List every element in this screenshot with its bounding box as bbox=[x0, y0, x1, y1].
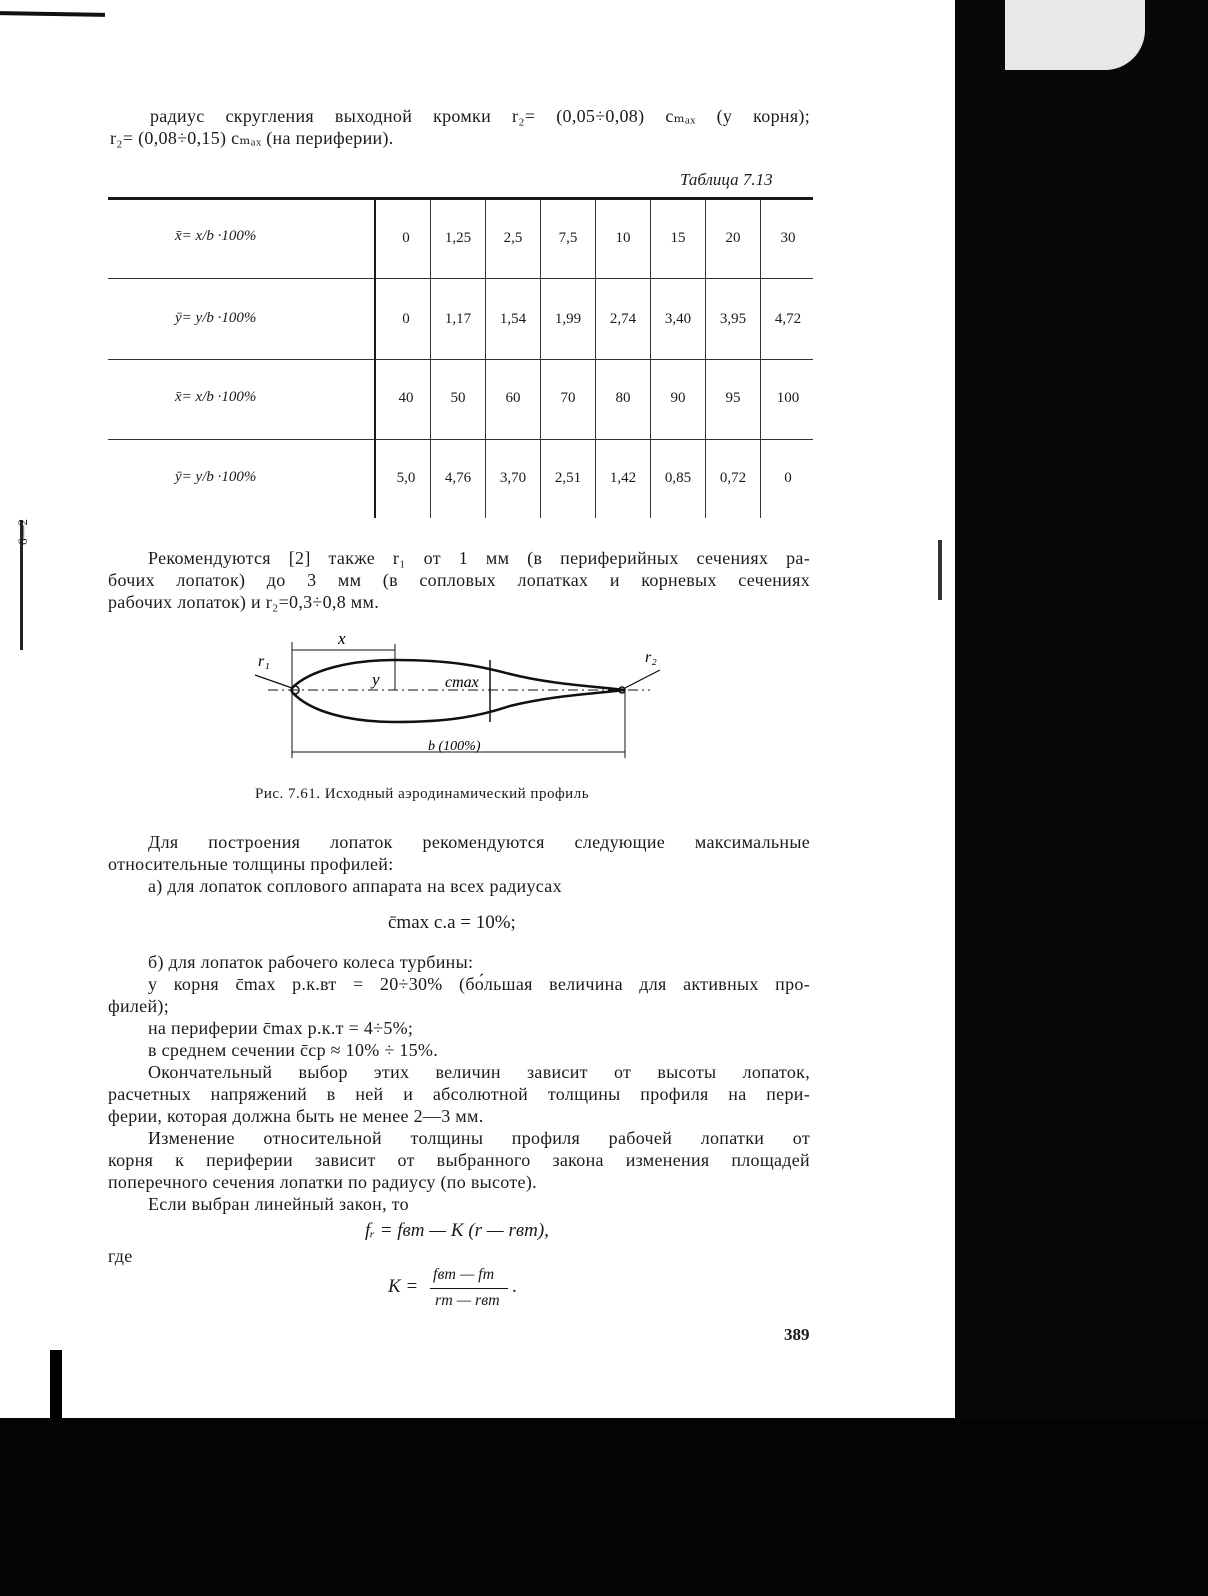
para-2-line-3: ферии, которая должна быть не менее 2—3 мм. bbox=[108, 1106, 484, 1126]
table-cell: 20 bbox=[725, 230, 741, 246]
table-cell: 0,85 bbox=[664, 470, 692, 486]
table-cell: 95 bbox=[725, 390, 741, 406]
recommend-line-3: рабочих лопаток) и r₂=0,3÷0,8 мм. bbox=[108, 592, 379, 612]
scan-dark-edge-bottom bbox=[0, 1418, 1208, 1596]
table-top-rule bbox=[108, 197, 813, 200]
table-row-divider bbox=[108, 278, 813, 279]
recommend-line-2: бочих лопаток) до 3 мм (в сопловых лопатках и корневых сечениях bbox=[108, 570, 810, 590]
table-cell: 50 bbox=[450, 390, 466, 406]
table-title: Таблица 7.13 bbox=[680, 170, 773, 189]
table-cell: 30 bbox=[780, 230, 796, 246]
item-b2: на периферии c̄max р.к.т = 4÷5%; bbox=[148, 1018, 414, 1038]
table-cell: 15 bbox=[670, 230, 686, 246]
table-cell: 1,25 bbox=[444, 230, 472, 246]
table-cell: 0 bbox=[402, 230, 410, 246]
r2-leader bbox=[625, 670, 660, 688]
table-cell: 40 bbox=[398, 390, 414, 406]
fraction-bar bbox=[430, 1288, 508, 1289]
table-cell: 100 bbox=[776, 390, 800, 406]
para-3-line-3: поперечного сечения лопатки по радиусу (по высоте). bbox=[108, 1172, 537, 1192]
table-cell: 2,5 bbox=[503, 230, 523, 246]
table-cell: 3,95 bbox=[719, 311, 747, 327]
para-1-line-2: относительные толщины профилей: bbox=[108, 854, 394, 874]
figure-label-r1: r₁ bbox=[258, 653, 270, 670]
para-2-line-2: расчетных напряжений в ней и абсолютной толщины профиля на пери- bbox=[108, 1084, 810, 1104]
table-cell: 1,99 bbox=[554, 311, 582, 327]
table-cell: 70 bbox=[560, 390, 576, 406]
para-3-line-1: Изменение относительной толщины профиля рабочей лопатки от bbox=[148, 1128, 810, 1148]
scan-torn-corner bbox=[1005, 0, 1145, 70]
table-cell: 2,51 bbox=[554, 470, 582, 486]
scan-crease-mark bbox=[938, 540, 942, 600]
figure-label-x: x bbox=[338, 630, 346, 648]
table-cell: 2,74 bbox=[609, 311, 637, 327]
table-cell: 10 bbox=[615, 230, 631, 246]
table-cell: 60 bbox=[505, 390, 521, 406]
figure-label-b: b (100%) bbox=[428, 739, 481, 754]
recommend-line-1: Рекомендуются [2] также r₁ от 1 мм (в периферийных сечениях ра- bbox=[148, 548, 810, 568]
scan-mark-topleft bbox=[0, 11, 105, 17]
para-2-line-1: Окончательный выбор этих величин зависит от высоты лопаток, bbox=[148, 1062, 810, 1082]
formula-f-linear: fᵣ = fвт — K (r — rвт), bbox=[365, 1220, 549, 1241]
table-cell: 7,5 bbox=[558, 230, 578, 246]
table-cell: 0 bbox=[784, 470, 792, 486]
formula-k-lhs: K = bbox=[388, 1276, 419, 1297]
table-cell: 4,72 bbox=[774, 311, 802, 327]
table-cell: 80 bbox=[615, 390, 631, 406]
formula-k-end: . bbox=[512, 1276, 517, 1297]
table-cell: 3,40 bbox=[664, 311, 692, 327]
table-row-label: x̄= x/b ·100% bbox=[175, 389, 257, 405]
item-b1-line-2: филей); bbox=[108, 996, 169, 1016]
scan-dark-edge-right bbox=[955, 0, 1208, 1418]
scan-binding-mark-bottom bbox=[50, 1350, 62, 1418]
formula-cmax-ca: c̄max с.а = 10%; bbox=[388, 912, 516, 933]
figure-caption: Рис. 7.61. Исходный аэродинамический профиль bbox=[255, 786, 590, 802]
item-b3: в среднем сечении c̄ср ≈ 10% ÷ 15%. bbox=[148, 1040, 439, 1060]
table-cell: 1,54 bbox=[499, 311, 527, 327]
para-3-line-2: корня к периферии зависит от выбранного закона изменения площадей bbox=[108, 1150, 810, 1170]
table-cell: 5,0 bbox=[396, 470, 416, 486]
item-a: а) для лопаток соплового аппарата на всех радиусах bbox=[148, 876, 562, 896]
table-col-divider bbox=[374, 200, 376, 518]
table-cell: 0,72 bbox=[719, 470, 747, 486]
item-b1-line-1: у корня c̄max р.к.вт = 20÷30% (бо́льшая величина для активных про- bbox=[148, 974, 810, 994]
where-word: где bbox=[108, 1246, 133, 1266]
table-row-label: ȳ= y/b ·100% bbox=[175, 469, 257, 485]
airfoil-outline bbox=[292, 660, 625, 722]
formula-k-denominator: rт — rвт bbox=[435, 1292, 500, 1309]
table-row-divider bbox=[108, 359, 813, 360]
table-cell: 1,17 bbox=[444, 311, 472, 327]
figure-label-y: y bbox=[372, 670, 380, 689]
r1-leader bbox=[255, 675, 292, 688]
table-cell: 3,70 bbox=[499, 470, 527, 486]
table-cell: 0 bbox=[402, 311, 410, 327]
formula-k-numerator: fвт — fт bbox=[433, 1266, 495, 1283]
table-cell: 90 bbox=[670, 390, 686, 406]
para-1-line-1: Для построения лопаток рекомендуются следующие максимальные bbox=[148, 832, 810, 852]
page-number: 389 bbox=[784, 1325, 810, 1344]
table-row-divider bbox=[108, 439, 813, 440]
item-b: б) для лопаток рабочего колеса турбины: bbox=[148, 952, 474, 972]
airfoil-profile-figure bbox=[250, 630, 680, 765]
intro-line-2: r₂= (0,08÷0,15) cₘₐₓ (на периферии). bbox=[110, 128, 394, 148]
intro-line-1: радиус скругления выходной кромки r₂= (0,05÷0,08) cₘₐₓ (у корня); bbox=[150, 106, 810, 126]
margin-mark: 6—2 bbox=[15, 519, 30, 545]
table-row-label: x̄= x/b ·100% bbox=[175, 228, 257, 244]
figure-label-r2: r₂ bbox=[645, 649, 657, 666]
figure-label-cmax: cmax bbox=[445, 674, 479, 691]
table-cell: 4,76 bbox=[444, 470, 472, 486]
para-4: Если выбран линейный закон, то bbox=[148, 1194, 409, 1214]
table-cell: 1,42 bbox=[609, 470, 637, 486]
table-row-label: ȳ= y/b ·100% bbox=[175, 310, 257, 326]
